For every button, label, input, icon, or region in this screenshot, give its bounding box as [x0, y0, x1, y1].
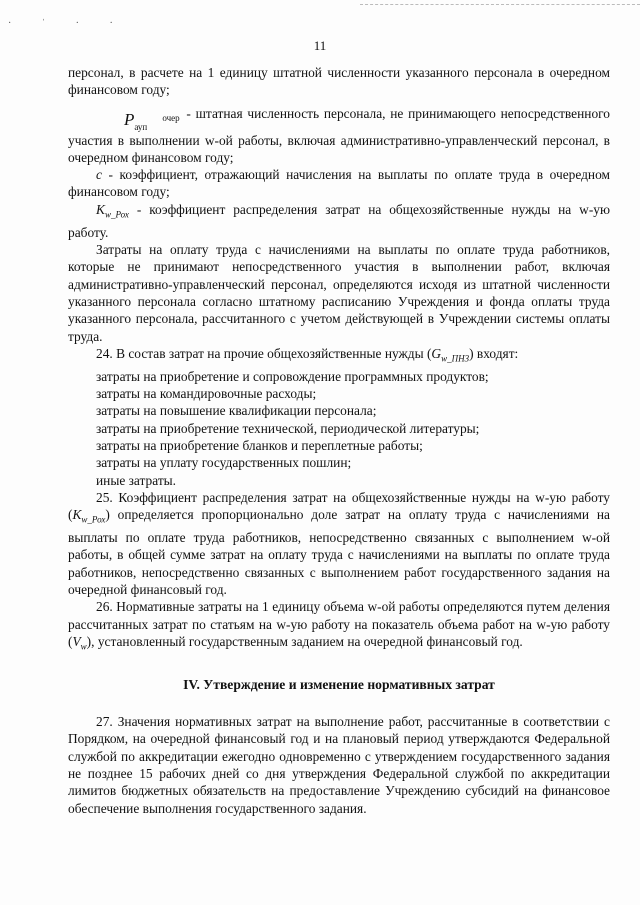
list-item: затраты на повышение квалификации персонала; — [96, 403, 377, 419]
list-item: затраты на приобретение бланков и переплетные работы; — [96, 437, 423, 453]
paragraph-labor-costs: Затраты на оплату труда с начислениями на выплаты по оплате труда работников, которые не принимают непосредственного участия в выполнении работ, включая административно-управленческий персонал, определяются исходя из штатной численности указанного персонала согласно штатному расписанию Учреждения и фонда оплаты труда указанного персонала, рассчитанного с учетом действующей в Учреждении системы оплаты труда. — [68, 242, 610, 344]
paragraph-personnel-cost: персонал, в расчете на 1 единицу штатной численности указанного персонала в очередном финансовом году; — [68, 65, 610, 98]
list-item: затраты на приобретение технической, периодической литературы; — [96, 420, 480, 436]
paragraph-coefficient-c: c - коэффициент, отражающий начисления на выплаты по оплате труда в очередном финансовом году; — [68, 167, 610, 200]
paragraph-staff-count: P очер ауп - штатная численность персонала, не принимающего непосредственного участия в выполнении w-ой работы, включая административно-управленческий персонал, в очередном финансовом году; — [68, 105, 610, 165]
list-item: затраты на приобретение и сопровождение программных продуктов; — [96, 368, 489, 384]
formula-symbol-c: c — [96, 167, 102, 183]
paragraph-25: 25. Коэффициент распределения затрат на общехозяйственные нужды на w-ую работу $(K_{w\_Рох})$ определяется пропорционально доле затрат на оплату труда с начислениями на выплаты по оплате труда работников, непосредственно связанных с выполнением w-ой работы, в общей сумме затрат на оплату труда с начислениями на выплаты по оплате труда работников, непосредственно связанных с выполнением работ государственного задания на очередной финансовый год. — [68, 489, 610, 598]
scan-edge-mark — [360, 4, 640, 5]
paragraph-coefficient-k: $K_{w\_Рох}$ - коэффициент распределения затрат на общехозяйственные нужды на w-ую работу. — [68, 201, 610, 240]
list-item: затраты на командировочные расходы; — [96, 386, 317, 402]
document-body — [68, 64, 610, 817]
paragraph-24: 24. В состав затрат на прочие общехозяйственные нужды $(G_{w\_ПН3})$ входят: — [96, 345, 519, 364]
section-heading: IV. Утверждение и изменение нормативных затрат — [183, 676, 495, 692]
paragraph-26: 26. Нормативные затраты на 1 единицу объема w-ой работы определяются путем деления рассчитанных затрат по статьям на w-ую работу на показатель объема работ на w-ую работу $(V_w)$, установленный государственным заданием на очередной финансовый год. — [68, 599, 610, 652]
formula-symbol-p-aup: P очер ауп — [124, 109, 180, 132]
formula-symbol-k: $K_{w\_Рох}$ — [96, 201, 129, 220]
page-number: 11 — [313, 38, 327, 53]
list-item: затраты на уплату государственных пошлин; — [96, 455, 352, 471]
scan-artifacts: · ˈ · · — [8, 18, 127, 29]
list-item: иные затраты. — [96, 472, 177, 488]
paragraph-27: 27. Значения нормативных затрат на выполнение работ, рассчитанные в соответствии с Порядком, на очередной финансовый год и на плановый период утверждаются Федеральной службой по аккредитации ежегодно одновременно с утверждением государственного задания не позднее 15 рабочих дней со дня утверждения Федеральной службой по аккредитации лимитов бюджетных обязательств на предоставление Учреждению субсидий на финансовое обеспечение выполнения государственного задания. — [68, 714, 610, 816]
